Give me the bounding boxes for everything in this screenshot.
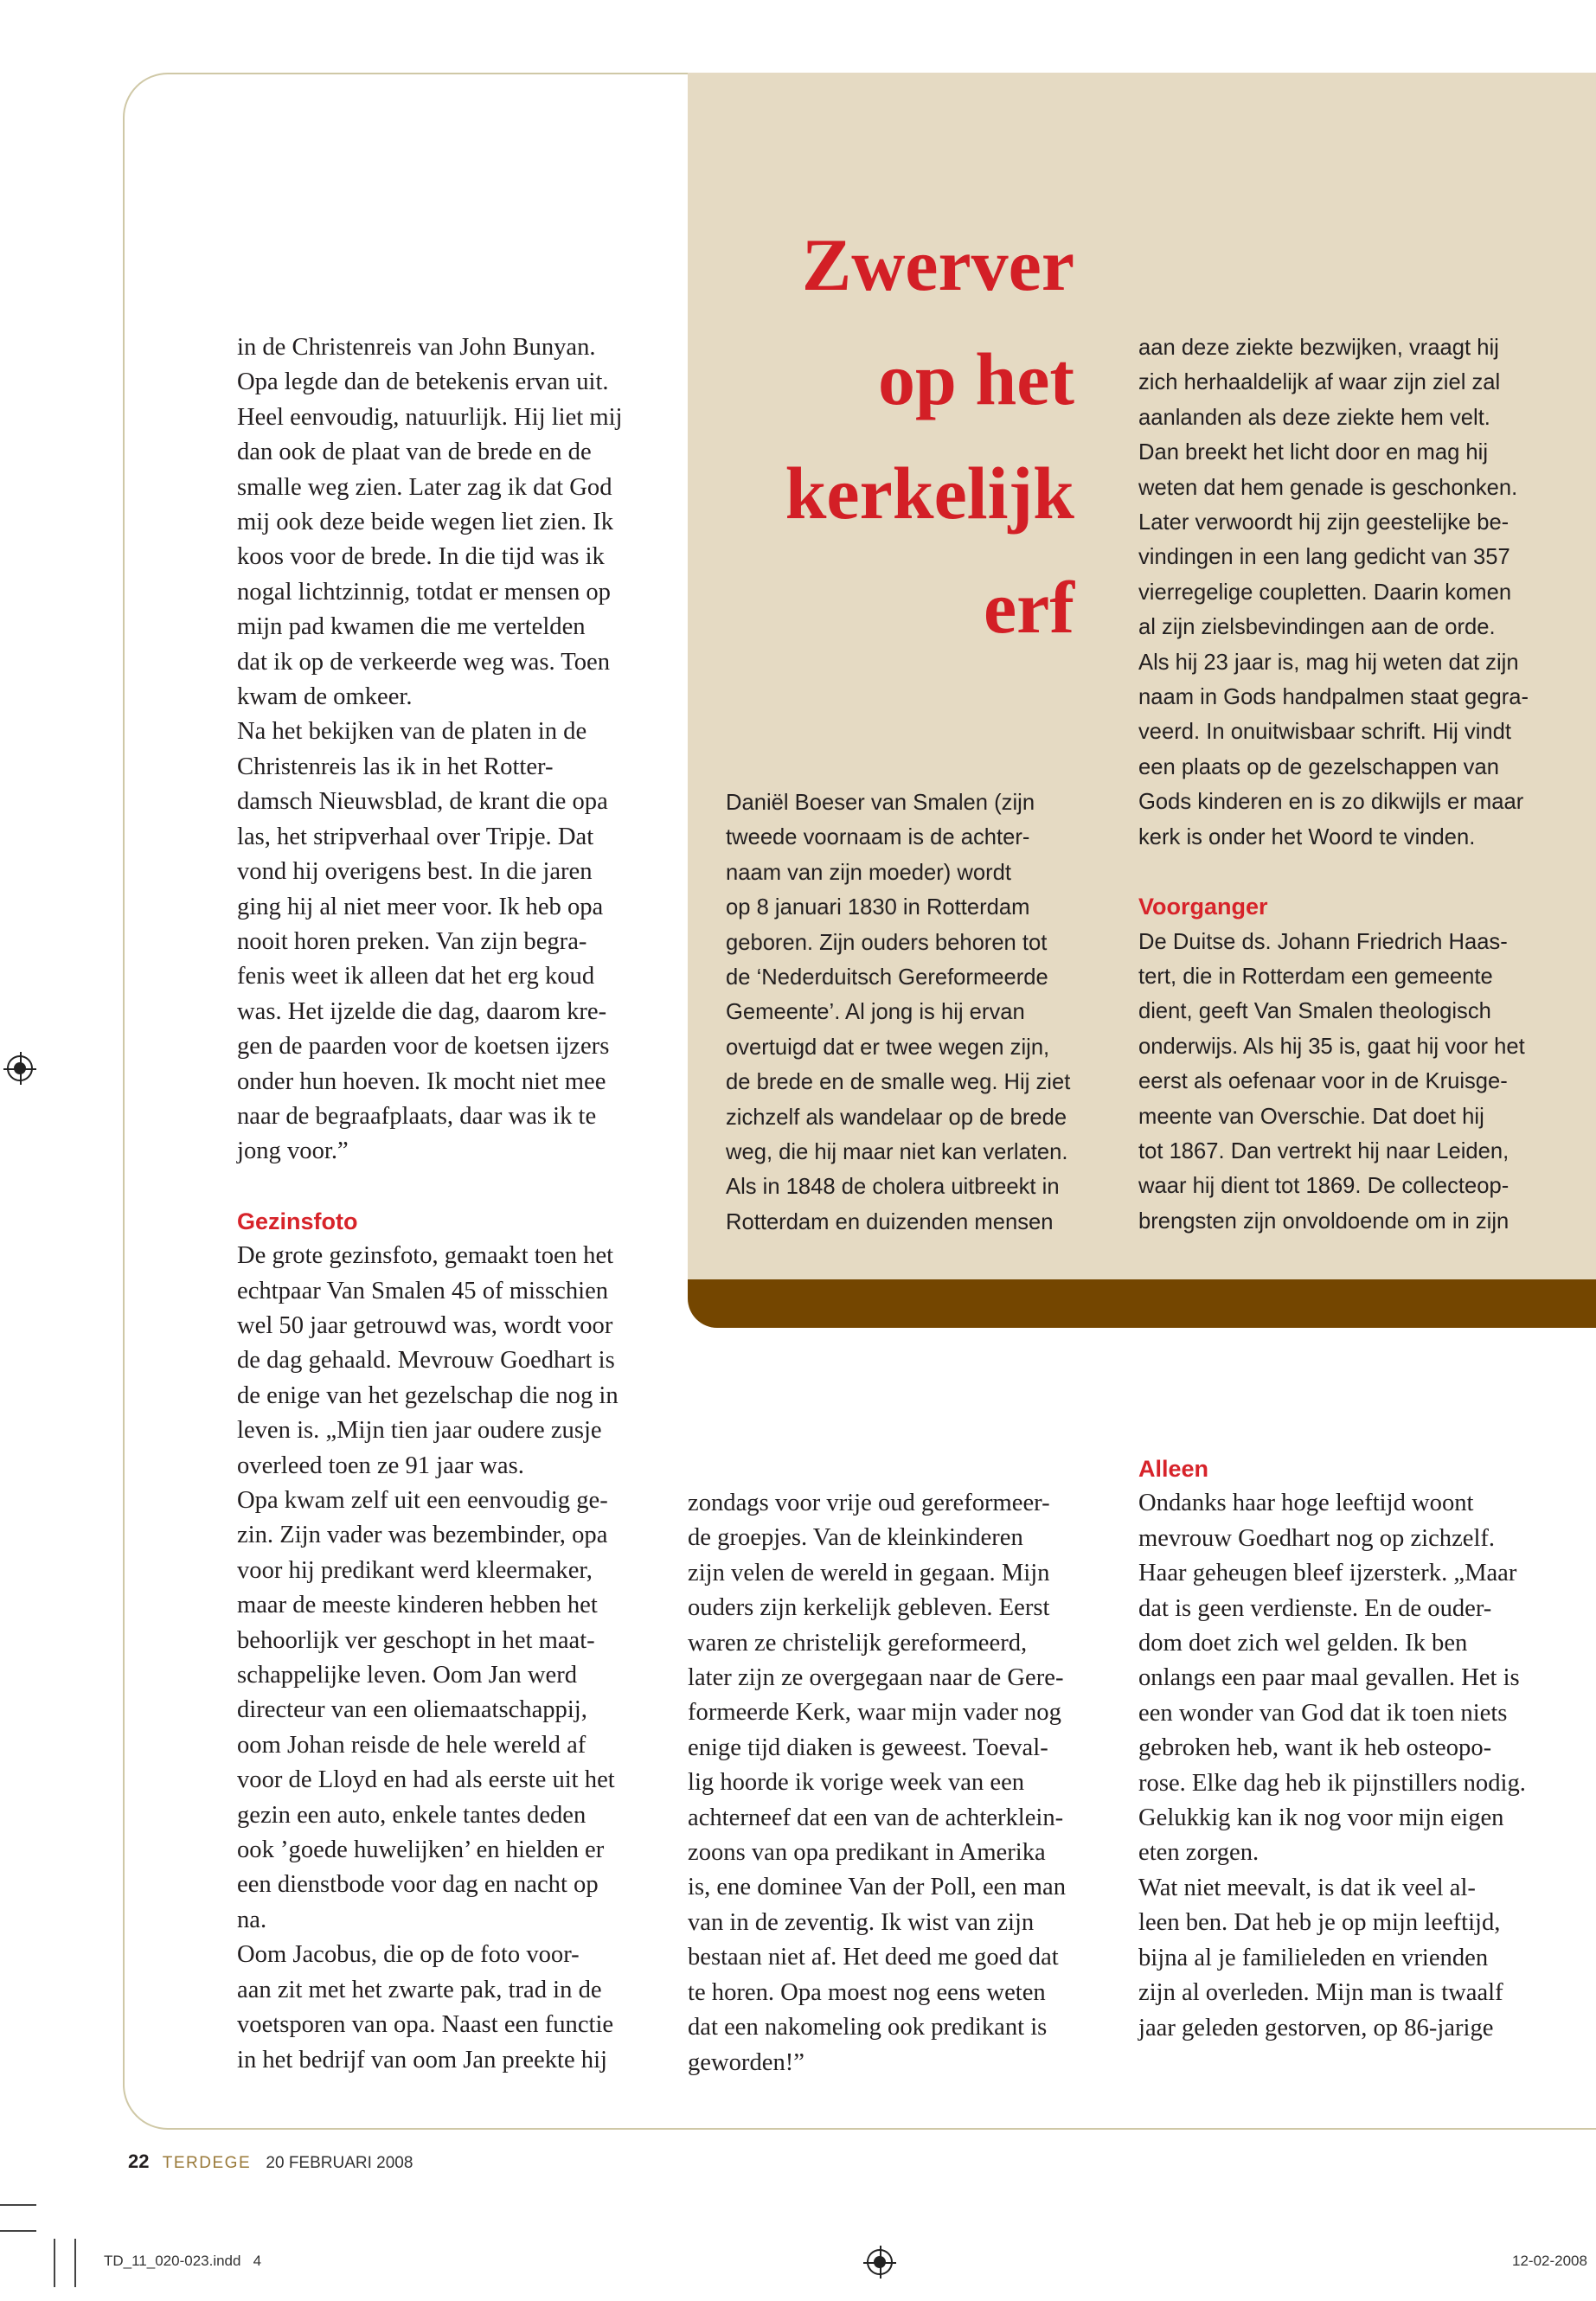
title-line: kerkelijk: [785, 452, 1074, 535]
text-line: smalle weg zien. Later zag ik dat God: [237, 473, 612, 501]
column-3: [1138, 1456, 1526, 2046]
text-line: de dag gehaald. Mevrouw Goedhart is: [237, 1347, 615, 1375]
crop-mark: [74, 2239, 76, 2287]
text-line: naam van zijn moeder) wordt: [726, 860, 1012, 885]
text-line: Haar geheugen bleef ijzersterk. „Maar: [1138, 1560, 1517, 1587]
text-line: meente van Overschie. Dat doet hij: [1138, 1104, 1484, 1129]
title-line: Zwerver: [801, 223, 1074, 306]
text-line: is, ene dominee Van der Poll, een man: [688, 1874, 1067, 1901]
text-line: zijn velen de wereld in gegaan. Mijn: [688, 1559, 1050, 1586]
text-line: Later verwoordt hij zijn geestelijke be-: [1138, 510, 1509, 535]
text-line: dan ook de plaat van de brede en de: [237, 439, 592, 466]
text-line: waren ze christelijk gereformeerd,: [688, 1629, 1028, 1657]
text-line: directeur van een oliemaatschappij,: [237, 1696, 587, 1724]
text-line: Gelukkig kan ik nog voor mijn eigen: [1138, 1804, 1504, 1832]
text-line: van in de zeventig. Ik wist van zijn: [688, 1908, 1035, 1936]
intro-text: [726, 785, 1070, 1240]
page-number: 22: [128, 2150, 150, 2172]
text-line: echtpaar Van Smalen 45 of misschien: [237, 1277, 609, 1304]
crop-mark: [54, 2239, 55, 2287]
text-line: Oom Jacobus, die op de foto voor-: [237, 1941, 580, 1969]
text-line: een dienstbode voor dag en nacht op: [237, 1871, 599, 1899]
text-line: mijn pad kwamen die me vertelden: [237, 613, 586, 641]
text-line: in de Christenreis van John Bunyan.: [237, 334, 596, 361]
text-line: jong voor.”: [237, 1138, 349, 1165]
text-line: enige tijd diaken is geweest. Toeval-: [688, 1734, 1048, 1761]
text-line: wel 50 jaar getrouwd was, wordt voor: [237, 1311, 613, 1339]
text-line: tert, die in Rotterdam een gemeente: [1138, 964, 1493, 989]
text-line: zin. Zijn vader was bezembinder, opa: [237, 1522, 608, 1549]
col3-text: [1138, 1486, 1526, 2046]
intro-column-2: [1138, 330, 1529, 1239]
text-line: Daniël Boeser van Smalen (zijn: [726, 791, 1035, 815]
text-line: dat ik op de verkeerde weg was. Toen: [237, 648, 610, 676]
text-line: eten zorgen.: [1138, 1839, 1259, 1867]
intro-panel-bar: [688, 1279, 1596, 1328]
column-2: [688, 1486, 1066, 2080]
col2-text: [688, 1486, 1066, 2080]
text-line: de enige van het gezelschap die nog in: [237, 1381, 619, 1409]
text-line: jaar geleden gestorven, op 86-jarige: [1138, 2014, 1494, 2041]
text-line: Heel eenvoudig, natuurlijk. Hij liet mij: [237, 403, 623, 431]
text-line: De Duitse ds. Johann Friedrich Haas-: [1138, 929, 1508, 954]
text-line: nooit horen preken. Van zijn begra-: [237, 927, 587, 955]
text-line: Gods kinderen en is zo dikwijls er maar: [1138, 790, 1524, 815]
intro2-para2: [1138, 925, 1529, 1240]
text-line: mevrouw Goedhart nog op zichzelf.: [1138, 1524, 1496, 1552]
text-line: geworden!”: [688, 2048, 804, 2076]
title-line: op het: [878, 337, 1074, 420]
text-line: kerk is onder het Woord te vinden.: [1138, 824, 1476, 849]
text-line: onder hun hoeven. Ik mocht niet mee: [237, 1067, 606, 1095]
text-line: veerd. In onuitwisbaar schrift. Hij vindt: [1138, 720, 1512, 745]
text-line: kwam de omkeer.: [237, 683, 413, 711]
text-line: naar de begraafplaats, daar was ik te: [237, 1102, 597, 1130]
text-line: overtuigd dat er twee wegen zijn,: [726, 1035, 1050, 1060]
text-line: later zijn ze overgegaan naar de Gere-: [688, 1664, 1064, 1692]
text-line: formeerde Kerk, waar mijn vader nog: [688, 1699, 1061, 1727]
text-line: naam in Gods handpalmen staat gegra-: [1138, 685, 1529, 710]
text-line: onderwijs. Als hij 35 is, gaat hij voor het: [1138, 1034, 1525, 1059]
text-line: koos voor de brede. In die tijd was ik: [237, 543, 605, 571]
text-line: mij ook deze beide wegen liet zien. Ik: [237, 509, 614, 536]
text-line: oom Johan reisde de hele wereld af: [237, 1731, 586, 1759]
text-line: Opa kwam zelf uit een eenvoudig ge-: [237, 1487, 608, 1514]
text-line: al zijn zielsbevindingen aan de orde.: [1138, 615, 1496, 640]
text-line: Wat niet meevalt, is dat ik veel al-: [1138, 1874, 1476, 1901]
text-line: ouders zijn kerkelijk gebleven. Eerst: [688, 1594, 1050, 1622]
text-line: de groepjes. Van de kleinkinderen: [688, 1524, 1023, 1552]
text-line: weten dat hem genade is geschonken.: [1138, 475, 1518, 500]
text-line: vindingen in een lang gedicht van 357: [1138, 545, 1510, 570]
text-line: Als in 1848 de cholera uitbreekt in: [726, 1175, 1060, 1200]
text-line: behoorlijk ver geschopt in het maat-: [237, 1626, 595, 1654]
text-line: leen ben. Dat heb je op mijn leeftijd,: [1138, 1909, 1501, 1937]
section-heading-gezinsfoto: Gezinsfoto: [237, 1208, 358, 1234]
text-line: lig hoorde ik vorige week van een: [688, 1769, 1025, 1797]
issue-date: 20 FEBRUARI 2008: [266, 2154, 413, 2172]
registration-mark-icon: [867, 2249, 893, 2275]
text-line: zondags voor vrije oud gereformeer-: [688, 1490, 1050, 1516]
crop-mark: [0, 2204, 36, 2206]
text-line: weg, die hij maar niet kan verlaten.: [726, 1140, 1068, 1165]
slug-filename: TD_11_020-023.indd: [104, 2253, 241, 2269]
text-line: onlangs een paar maal gevallen. Het is: [1138, 1664, 1520, 1692]
text-line: dient, geeft Van Smalen theologisch: [1138, 999, 1491, 1024]
text-line: tot 1867. Dan vertrekt hij naar Leiden,: [1138, 1138, 1509, 1163]
text-line: zich herhaaldelijk af waar zijn ziel zal: [1138, 370, 1501, 395]
text-line: las, het stripverhaal over Tripje. Dat: [237, 823, 594, 850]
text-line: de ‘Nederduitsch Gereformeerde: [726, 965, 1048, 990]
text-line: Rotterdam en duizenden mensen: [726, 1209, 1054, 1234]
text-line: dat is geen verdienste. En de ouder-: [1138, 1594, 1492, 1622]
registration-mark-icon: [7, 1055, 33, 1081]
article-title: [692, 208, 1074, 664]
text-line: overleed toen ze 91 jaar was.: [237, 1452, 524, 1479]
intro2-para1: [1138, 330, 1529, 855]
text-line: Gemeente’. Al jong is hij ervan: [726, 1000, 1025, 1025]
text-line: te horen. Opa moest nog eens weten: [688, 1978, 1046, 2006]
text-line: in het bedrijf van oom Jan preekte hij: [237, 2046, 607, 2073]
page-folio: [128, 2150, 413, 2173]
section-heading-alleen: Alleen: [1138, 1456, 1209, 1482]
text-line: op 8 januari 1830 in Rotterdam: [726, 895, 1030, 920]
text-line: nogal lichtzinnig, totdat er mensen op: [237, 578, 611, 606]
text-line: gezin een auto, enkele tantes deden: [237, 1801, 586, 1829]
text-line: damsch Nieuwsblad, de krant die opa: [237, 788, 608, 816]
text-line: achterneef dat een van de achterklein-: [688, 1804, 1064, 1831]
slug-file: [104, 2253, 261, 2270]
text-line: leven is. „Mijn tien jaar oudere zusje: [237, 1417, 602, 1445]
text-line: Ondanks haar hoge leeftijd woont: [1138, 1490, 1474, 1517]
text-line: vond hij overigens best. In die jaren: [237, 858, 593, 886]
text-line: aan zit met het zwarte pak, trad in de: [237, 1976, 602, 2003]
text-line: aanlanden als deze ziekte hem velt.: [1138, 405, 1490, 430]
text-line: eerst als oefenaar voor in de Kruisge-: [1138, 1069, 1508, 1094]
text-line: een plaats op de gezelschappen van: [1138, 754, 1499, 779]
text-line: Christenreis las ik in het Rotter-: [237, 753, 554, 780]
slug-page: 4: [253, 2253, 262, 2269]
text-line: zoons van opa predikant in Amerika: [688, 1839, 1046, 1867]
text-line: geboren. Zijn ouders behoren tot: [726, 930, 1048, 955]
text-line: Als hij 23 jaar is, mag hij weten dat zijn: [1138, 650, 1519, 675]
col1-para1: [237, 330, 623, 1170]
text-line: dat een nakomeling ook predikant is: [688, 2014, 1048, 2041]
text-line: bestaan niet af. Het deed me goed dat: [688, 1944, 1059, 1971]
text-line: dom doet zich wel gelden. Ik ben: [1138, 1630, 1468, 1657]
text-line: zichzelf als wandelaar op de brede: [726, 1105, 1067, 1130]
text-line: schappelijke leven. Oom Jan werd: [237, 1662, 578, 1689]
title-line: erf: [984, 566, 1074, 649]
crop-mark: [0, 2230, 36, 2232]
text-line: een wonder van God dat ik toen niets: [1138, 1699, 1508, 1727]
text-line: maar de meeste kinderen hebben het: [237, 1592, 598, 1619]
text-line: voetsporen van opa. Naast een functie: [237, 2011, 614, 2039]
slug-date: 12-02-2008: [1512, 2253, 1587, 2269]
text-line: Dan breekt het licht door en mag hij: [1138, 440, 1489, 465]
text-line: tweede voornaam is de achter-: [726, 825, 1030, 850]
magazine-name: TERDEGE: [162, 2154, 252, 2172]
intro-column-1: [726, 785, 1070, 1240]
text-line: de brede en de smalle weg. Hij ziet: [726, 1070, 1071, 1095]
text-line: voor hij predikant werd kleermaker,: [237, 1556, 593, 1584]
column-1: [237, 330, 623, 2078]
text-line: bijna al je familieleden en vrienden: [1138, 1944, 1489, 1971]
section-heading-voorganger: Voorganger: [1138, 894, 1268, 920]
text-line: fenis weet ik alleen dat het erg koud: [237, 963, 595, 990]
text-line: zijn al overleden. Mijn man is twaalf: [1138, 1979, 1503, 2007]
text-line: was. Het ijzelde die dag, daarom kre-: [237, 997, 607, 1025]
text-line: na.: [237, 1906, 267, 1933]
text-line: ging hij al niet meer voor. Ik heb opa: [237, 893, 604, 920]
text-line: voor de Lloyd en had als eerste uit het: [237, 1766, 615, 1794]
text-line: rose. Elke dag heb ik pijnstillers nodig.: [1138, 1769, 1526, 1797]
text-line: brengsten zijn onvoldoende om in zijn: [1138, 1208, 1509, 1234]
text-line: waar hij dient tot 1869. De collecteop-: [1138, 1174, 1509, 1199]
text-line: gebroken heb, want ik heb osteopo-: [1138, 1734, 1492, 1762]
text-line: ook ’goede huwelijken’ en hielden er: [237, 1836, 605, 1864]
text-line: De grote gezinsfoto, gemaakt toen het: [237, 1242, 614, 1270]
text-line: aan deze ziekte bezwijken, vraagt hij: [1138, 336, 1499, 360]
col1-para2: [237, 1239, 623, 2078]
text-line: Opa legde dan de betekenis ervan uit.: [237, 369, 609, 396]
text-line: vierregelige coupletten. Daarin komen: [1138, 580, 1512, 605]
text-line: gen de paarden voor de koetsen ijzers: [237, 1033, 610, 1061]
text-line: Na het bekijken van de platen in de: [237, 718, 587, 746]
